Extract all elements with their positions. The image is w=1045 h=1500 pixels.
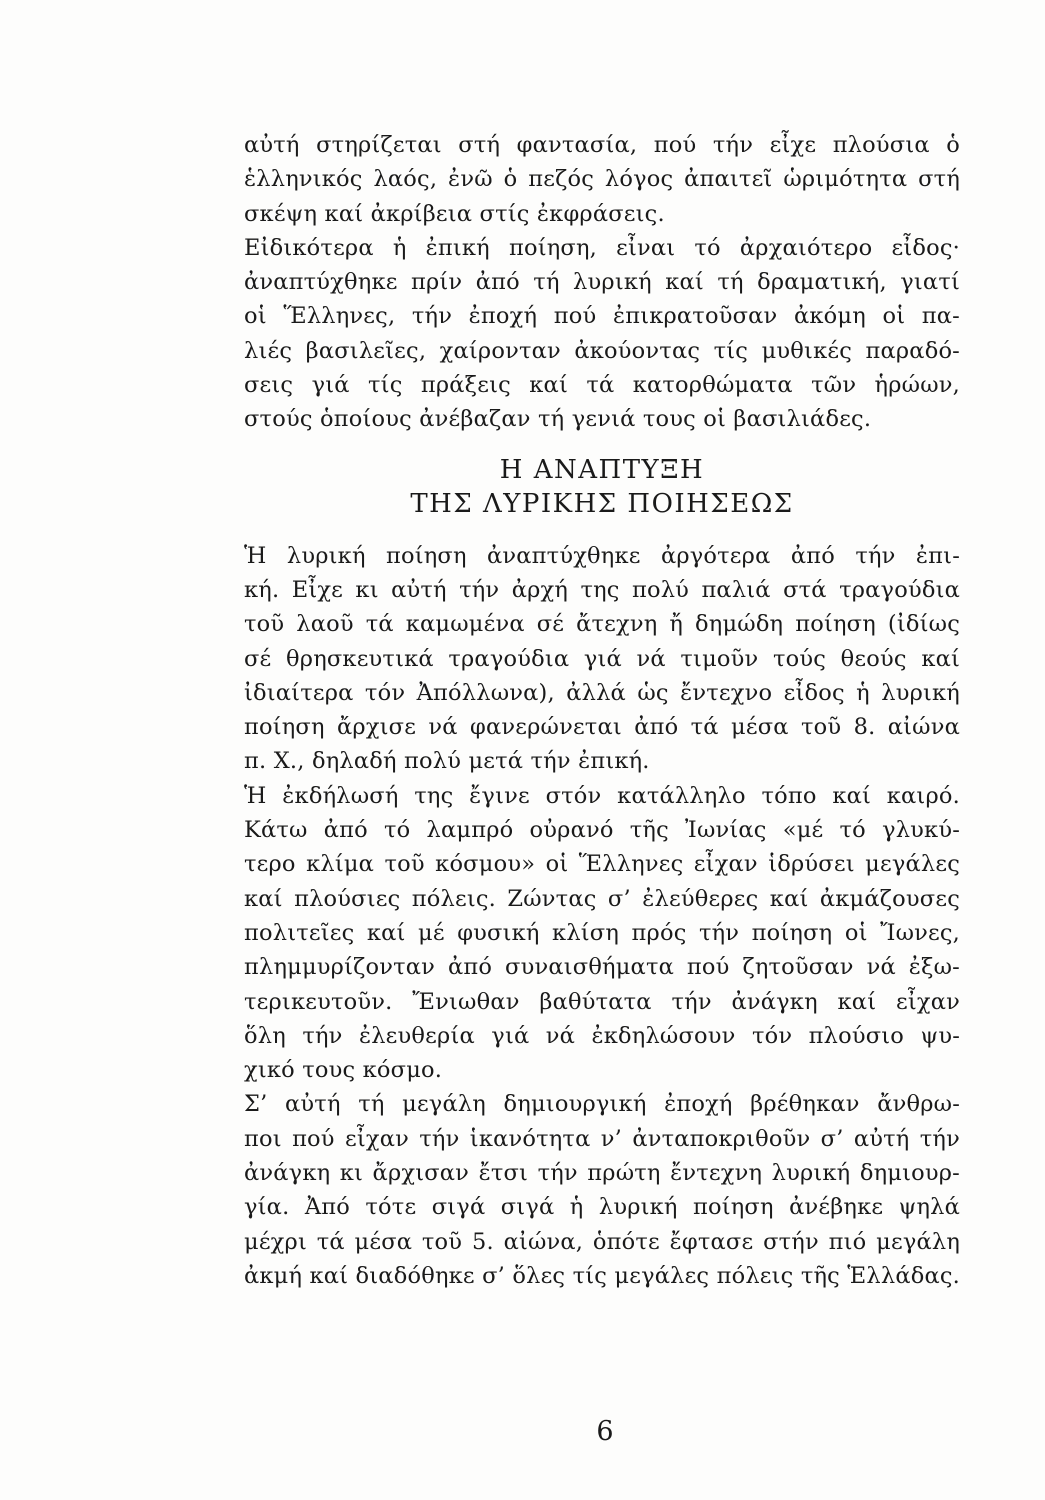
text-line: σέ θρησκευτικά τραγούδια γιά νά τιμοῦν τούς θεούς καί — [244, 645, 960, 672]
text-line: χικό τους κόσμο. — [244, 1057, 443, 1084]
text-line: μέχρι τά μέσα τοῦ 5. αἰώνα, ὁπότε ἔφτασε στήν πιό μεγάλη — [244, 1228, 960, 1255]
text-line: Ἡ λυρική ποίηση ἀναπτύχθηκε ἀργότερα ἀπό τήν ἐπι- — [244, 542, 960, 569]
text-line: ἀνάγκη κι ἄρχισαν ἔτσι τήν πρώτη ἔντεχνη λυρική δημιουρ- — [244, 1160, 960, 1187]
text-line: ἀναπτύχθηκε πρίν ἀπό τή λυρική καί τή δραματική, γιατί — [244, 269, 960, 296]
text-column — [244, 128, 960, 1293]
text-line: σκέψη καί ἀκρίβεια στίς ἐκφράσεις. — [244, 200, 665, 227]
text-line: γία. Ἀπό τότε σιγά σιγά ἡ λυρική ποίηση ἀνέβηκε ψηλά — [244, 1194, 960, 1221]
intro-paragraphs — [244, 128, 960, 437]
text-line: ἰδιαίτερα τόν Ἀπόλλωνα), ἀλλά ὡς ἔντεχνο εἶδος ἡ λυρική — [244, 679, 960, 706]
text-line: ποίηση ἄρχισε νά φανερώνεται ἀπό τά μέσα τοῦ 8. αἰώνα — [244, 714, 960, 741]
text-line: Εἰδικότερα ἡ ἐπική ποίηση, εἶναι τό ἀρχαιότερο εἶδος· — [244, 234, 960, 261]
text-line: ἀκμή καί διαδόθηκε σ’ ὅλες τίς μεγάλες πόλεις τῆς Ἑλλάδας. — [244, 1262, 961, 1289]
text-line: καί πλούσιες πόλεις. Ζώντας σ’ ἐλεύθερες καί ἀκμάζουσες — [244, 885, 960, 912]
text-line: ὅλη τήν ἐλευθερία γιά νά ἐκδηλώσουν τόν πλούσιο ψυ- — [244, 1022, 960, 1049]
section-body — [244, 539, 960, 1294]
text-line: λιές βασιλεῖες, χαίρονταν ἀκούοντας τίς μυθικές παραδό- — [244, 337, 960, 364]
text-line: Κάτω ἀπό τό λαμπρό οὐρανό τῆς Ἰωνίας «μέ τό γλυκύ- — [244, 817, 960, 844]
text-line: πλημμυρίζονταν ἀπό συναισθήματα πού ζητοῦσαν νά ἐξω- — [244, 954, 960, 981]
text-line: αὐτή στηρίζεται στή φαντασία, πού τήν εἶχε πλούσια ὁ — [244, 132, 960, 158]
text-line: σεις γιά τίς πράξεις καί τά κατορθώματα τῶν ἡρώων, — [244, 372, 960, 399]
text-line: οἱ Ἕλληνες, τήν ἐποχή πού ἐπικρατοῦσαν ἀκόμη οἱ πα- — [244, 303, 960, 330]
text-line: τερο κλίμα τοῦ κόσμου» οἱ Ἕλληνες εἶχαν ἱδρύσει μεγάλες — [244, 851, 960, 878]
text-line: κή. Εἶχε κι αὐτή τήν ἀρχή της πολύ παλιά στά τραγούδια — [244, 576, 960, 603]
text-line: πολιτεῖες καί μέ φυσική κλίση πρός τήν ποίηση οἱ Ἴωνες, — [244, 919, 960, 946]
text-line: π. Χ., δηλαδή πολύ μετά τήν ἐπική. — [244, 748, 650, 775]
heading-line: Η ΑΝΑΠΤΥΞΗ — [499, 454, 705, 485]
text-line: τοῦ λαοῦ τά καμωμένα σέ ἄτεχνη ἤ δημώδη ποίηση (ἰδίως — [244, 611, 960, 638]
text-line: ποι πού εἶχαν τήν ἱκανότητα ν’ ἀνταποκριθοῦν σ’ αὐτή τήν — [244, 1125, 960, 1152]
heading-line: ΤΗΣ ΛΥΡΙΚΗΣ ΠΟΙΗΣΕΩΣ — [410, 488, 794, 519]
text-line: Ἡ ἐκδήλωσή της ἔγινε στόν κατάλληλο τόπο καί καιρό. — [244, 782, 960, 809]
page-number: 6 — [596, 1416, 614, 1447]
text-line: στούς ὁποίους ἀνέβαζαν τή γενιά τους οἱ βασιλιάδες. — [244, 406, 872, 433]
text-line: τερικευτοῦν. Ἔνιωθαν βαθύτατα τήν ἀνάγκη καί εἶχαν — [244, 988, 960, 1015]
text-line: ἑλληνικός λαός, ἐνῶ ὁ πεζός λόγος ἀπαιτεῖ ὡριμότητα στή — [244, 166, 960, 193]
section-heading — [244, 453, 960, 521]
text-line: Σ’ αὐτή τή μεγάλη δημιουργική ἐποχή βρέθηκαν ἄνθρω- — [244, 1091, 960, 1118]
